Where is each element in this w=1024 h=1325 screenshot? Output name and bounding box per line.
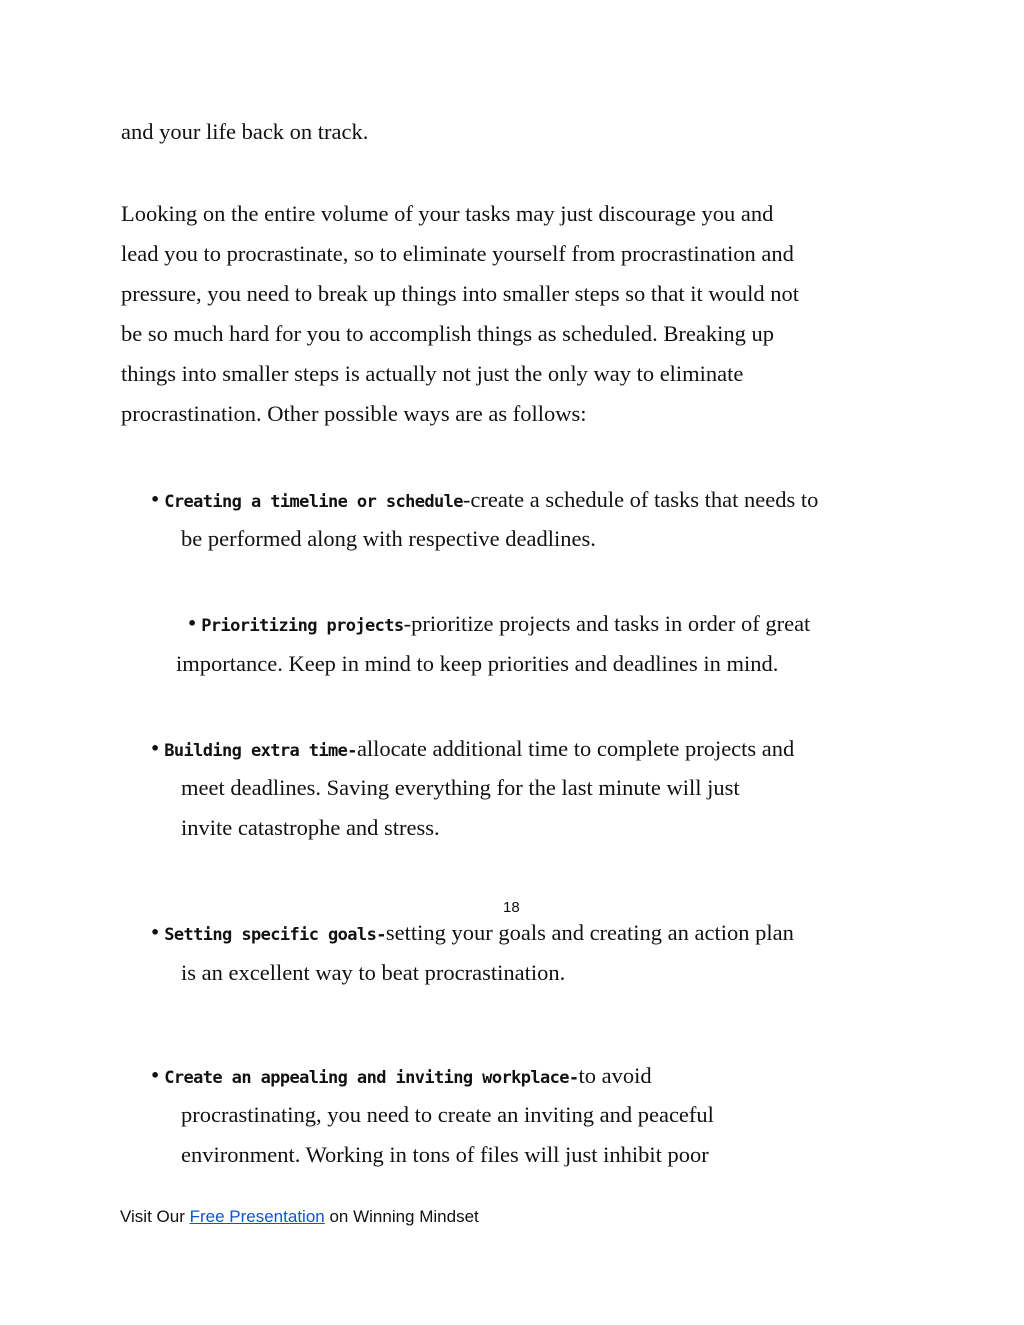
footer-prefix: Visit Our [120, 1207, 190, 1226]
bullet-term: Creating a timeline or schedule [164, 492, 463, 512]
intro-line: be so much hard for you to accomplish things as scheduled. Breaking up [121, 321, 774, 346]
footer-suffix: on Winning Mindset [324, 1207, 479, 1226]
bullet-term: Setting specific goals- [164, 925, 386, 945]
bullet-text: is an excellent way to beat procrastination. [181, 960, 566, 985]
bullet-text: meet deadlines. Saving everything for the last minute will just [181, 775, 740, 800]
bullet-icon: • [150, 1066, 161, 1085]
page-number: 18 [503, 899, 520, 916]
intro-line: procrastination. Other possible ways are as follows: [121, 401, 587, 426]
continuation-text: and your life back on track. [121, 119, 369, 144]
intro-line: Looking on the entire volume of your tasks may just discourage you and [121, 201, 774, 226]
bullet-text: -create a schedule of tasks that needs to [462, 487, 819, 512]
free-presentation-link[interactable]: Free Presentation [189, 1207, 325, 1226]
intro-line: lead you to procrastinate, so to eliminate yourself from procrastination and [121, 241, 794, 266]
bullet-icon: • [150, 739, 161, 758]
footer [120, 1206, 479, 1228]
bullet-text: environment. Working in tons of files will just inhibit poor [181, 1142, 709, 1167]
bullet-icon: • [150, 490, 161, 509]
bullet-text: be performed along with respective deadlines. [181, 526, 596, 551]
bullet-icon: • [150, 923, 161, 942]
bullet-text: -prioritize projects and tasks in order of great [403, 611, 811, 636]
bullet-term: Create an appealing and inviting workplace- [164, 1068, 579, 1088]
bullet-text: importance. Keep in mind to keep priorities and deadlines in mind. [176, 651, 779, 676]
bullet-text: to avoid [578, 1063, 652, 1088]
bullet-text: allocate additional time to complete projects and [356, 736, 795, 761]
bullet-text: invite catastrophe and stress. [181, 815, 440, 840]
bullet-icon: • [187, 614, 198, 633]
intro-line: pressure, you need to break up things into smaller steps so that it would not [121, 281, 800, 306]
bullet-text: procrastinating, you need to create an inviting and peaceful [181, 1102, 714, 1127]
bullet-term: Prioritizing projects [201, 616, 404, 636]
bullet-text: setting your goals and creating an action plan [385, 920, 794, 945]
intro-line: things into smaller steps is actually not just the only way to eliminate [121, 361, 744, 386]
bullet-term: Building extra time- [164, 741, 357, 761]
